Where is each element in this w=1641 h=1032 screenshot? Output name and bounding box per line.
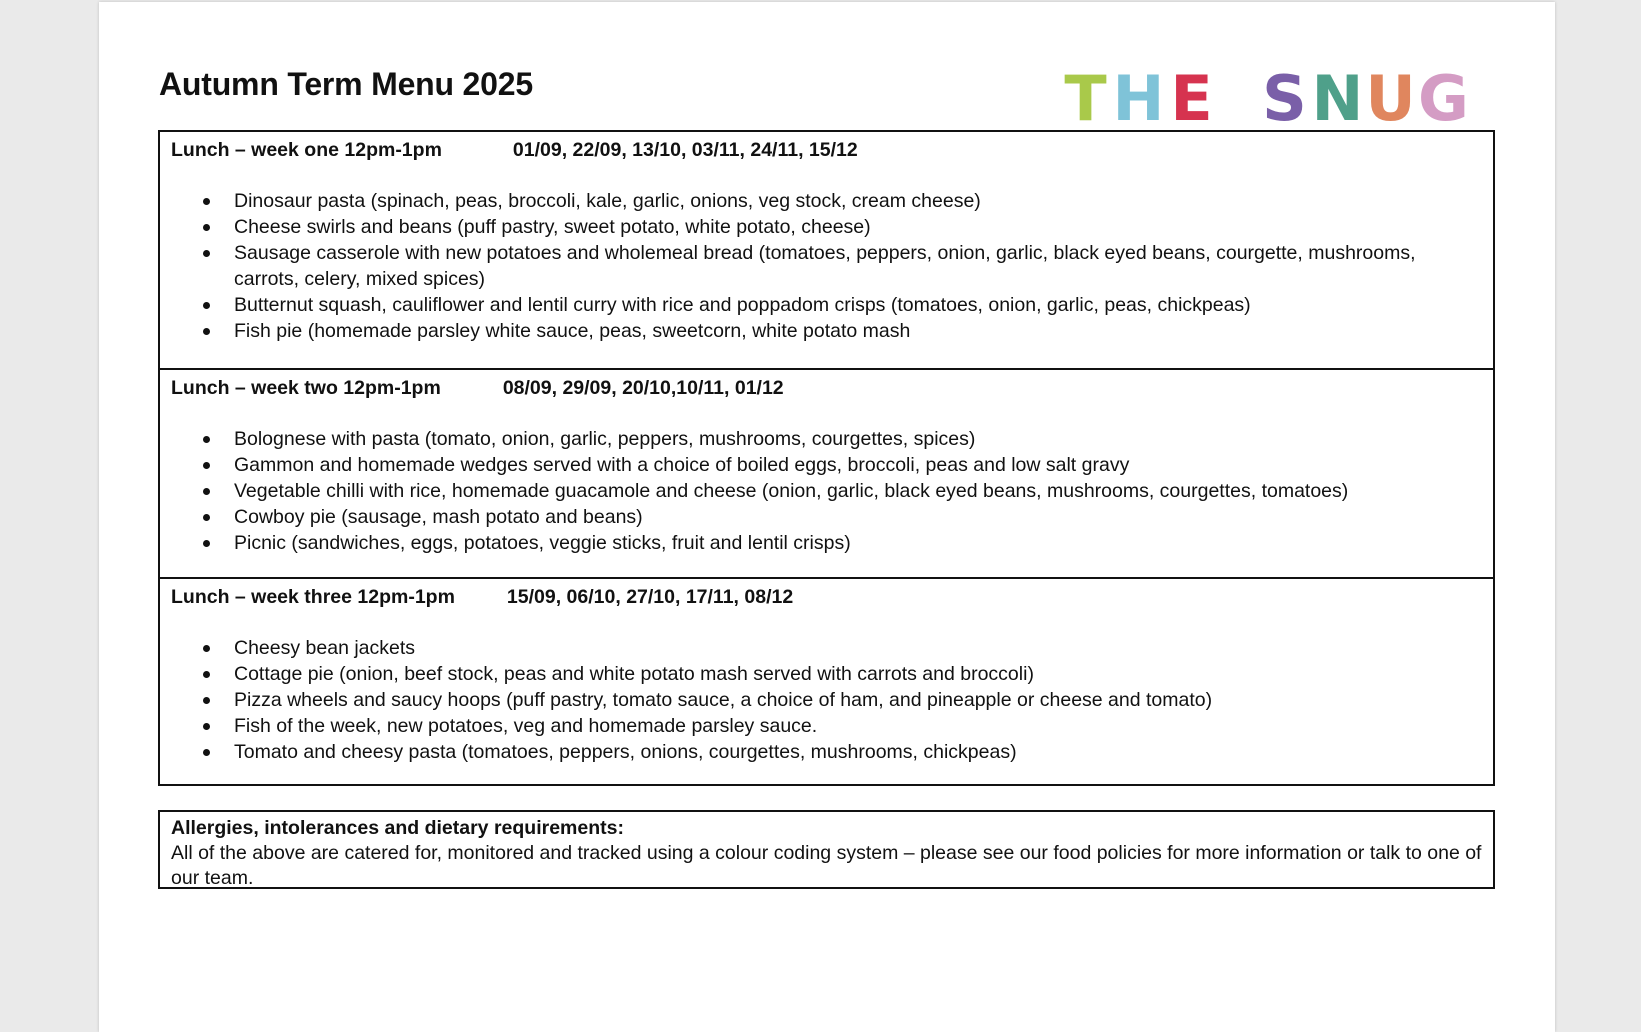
menu-item: Cheesy bean jackets (234, 635, 1483, 661)
week-heading: Lunch – week three 12pm-1pm (171, 586, 455, 608)
week-dates: 08/09, 29/09, 20/10,10/11, 01/12 (502, 377, 784, 399)
logo-letter: T (1064, 62, 1107, 135)
logo-letter: G (1418, 62, 1469, 135)
menu-item: Sausage casserole with new potatoes and wholemeal bread (tomatoes, peppers, onion, garlic, black eyed beans, courgette, mushrooms, carrots, celery, mixed spices) (234, 240, 1483, 292)
week-two-section (160, 368, 1493, 577)
document-page (99, 2, 1555, 1032)
week-heading: Lunch – week one 12pm-1pm (171, 139, 442, 161)
menu-item: Picnic (sandwiches, eggs, potatoes, veggie sticks, fruit and lentil crisps) (234, 530, 1483, 556)
week-dates: 15/09, 06/10, 27/10, 17/11, 08/12 (506, 586, 794, 608)
menu-item: Dinosaur pasta (spinach, peas, broccoli, kale, garlic, onions, veg stock, cream cheese) (234, 188, 1483, 214)
menu-list (171, 635, 1483, 765)
week-dates: 01/09, 22/09, 13/10, 03/11, 24/11, 15/12 (512, 139, 858, 161)
menu-table (158, 130, 1495, 786)
logo-letter: U (1365, 62, 1416, 135)
menu-item: Fish of the week, new potatoes, veg and homemade parsley sauce. (234, 713, 1483, 739)
week-one-section (160, 132, 1493, 368)
menu-item: Tomato and cheesy pasta (tomatoes, peppers, onions, courgettes, mushrooms, chickpeas) (234, 739, 1483, 765)
page-title: Autumn Term Menu 2025 (159, 66, 533, 102)
menu-item: Gammon and homemade wedges served with a choice of boiled eggs, broccoli, peas and low salt gravy (234, 452, 1483, 478)
week-header (171, 585, 1483, 609)
menu-item: Pizza wheels and saucy hoops (puff pastry, tomato sauce, a choice of ham, and pineapple or cheese and tomato) (234, 687, 1483, 713)
week-three-section (160, 577, 1493, 784)
week-heading: Lunch – week two 12pm-1pm (171, 377, 441, 399)
menu-item: Cottage pie (onion, beef stock, peas and white potato mash served with carrots and broccoli) (234, 661, 1483, 687)
menu-item: Fish pie (homemade parsley white sauce, peas, sweetcorn, white potato mash (234, 318, 1483, 344)
menu-list (171, 426, 1483, 556)
menu-list (171, 188, 1483, 344)
allergy-heading: Allergies, intolerances and dietary requirements: (171, 817, 624, 839)
the-snug-logo (1059, 60, 1470, 135)
week-header (171, 138, 1483, 162)
menu-item: Butternut squash, cauliflower and lentil curry with rice and poppadom crisps (tomatoes, onion, garlic, peas, chickpeas) (234, 292, 1483, 318)
logo-letter: H (1112, 62, 1165, 135)
logo-letter: N (1311, 62, 1364, 135)
menu-item: Cowboy pie (sausage, mash potato and beans) (234, 504, 1483, 530)
menu-item: Cheese swirls and beans (puff pastry, sweet potato, white potato, cheese) (234, 214, 1483, 240)
logo-letter: S (1262, 62, 1307, 135)
logo-letter: E (1170, 62, 1213, 135)
menu-item: Bolognese with pasta (tomato, onion, garlic, peppers, mushrooms, courgettes, spices) (234, 426, 1483, 452)
week-header (171, 376, 1483, 400)
allergy-notice (158, 810, 1495, 889)
menu-item: Vegetable chilli with rice, homemade guacamole and cheese (onion, garlic, black eyed beans, mushrooms, courgettes, tomatoes) (234, 478, 1483, 504)
allergy-text: All of the above are catered for, monitored and tracked using a colour coding system – please see our food policies for more information or talk to one of our team. (171, 842, 1482, 889)
